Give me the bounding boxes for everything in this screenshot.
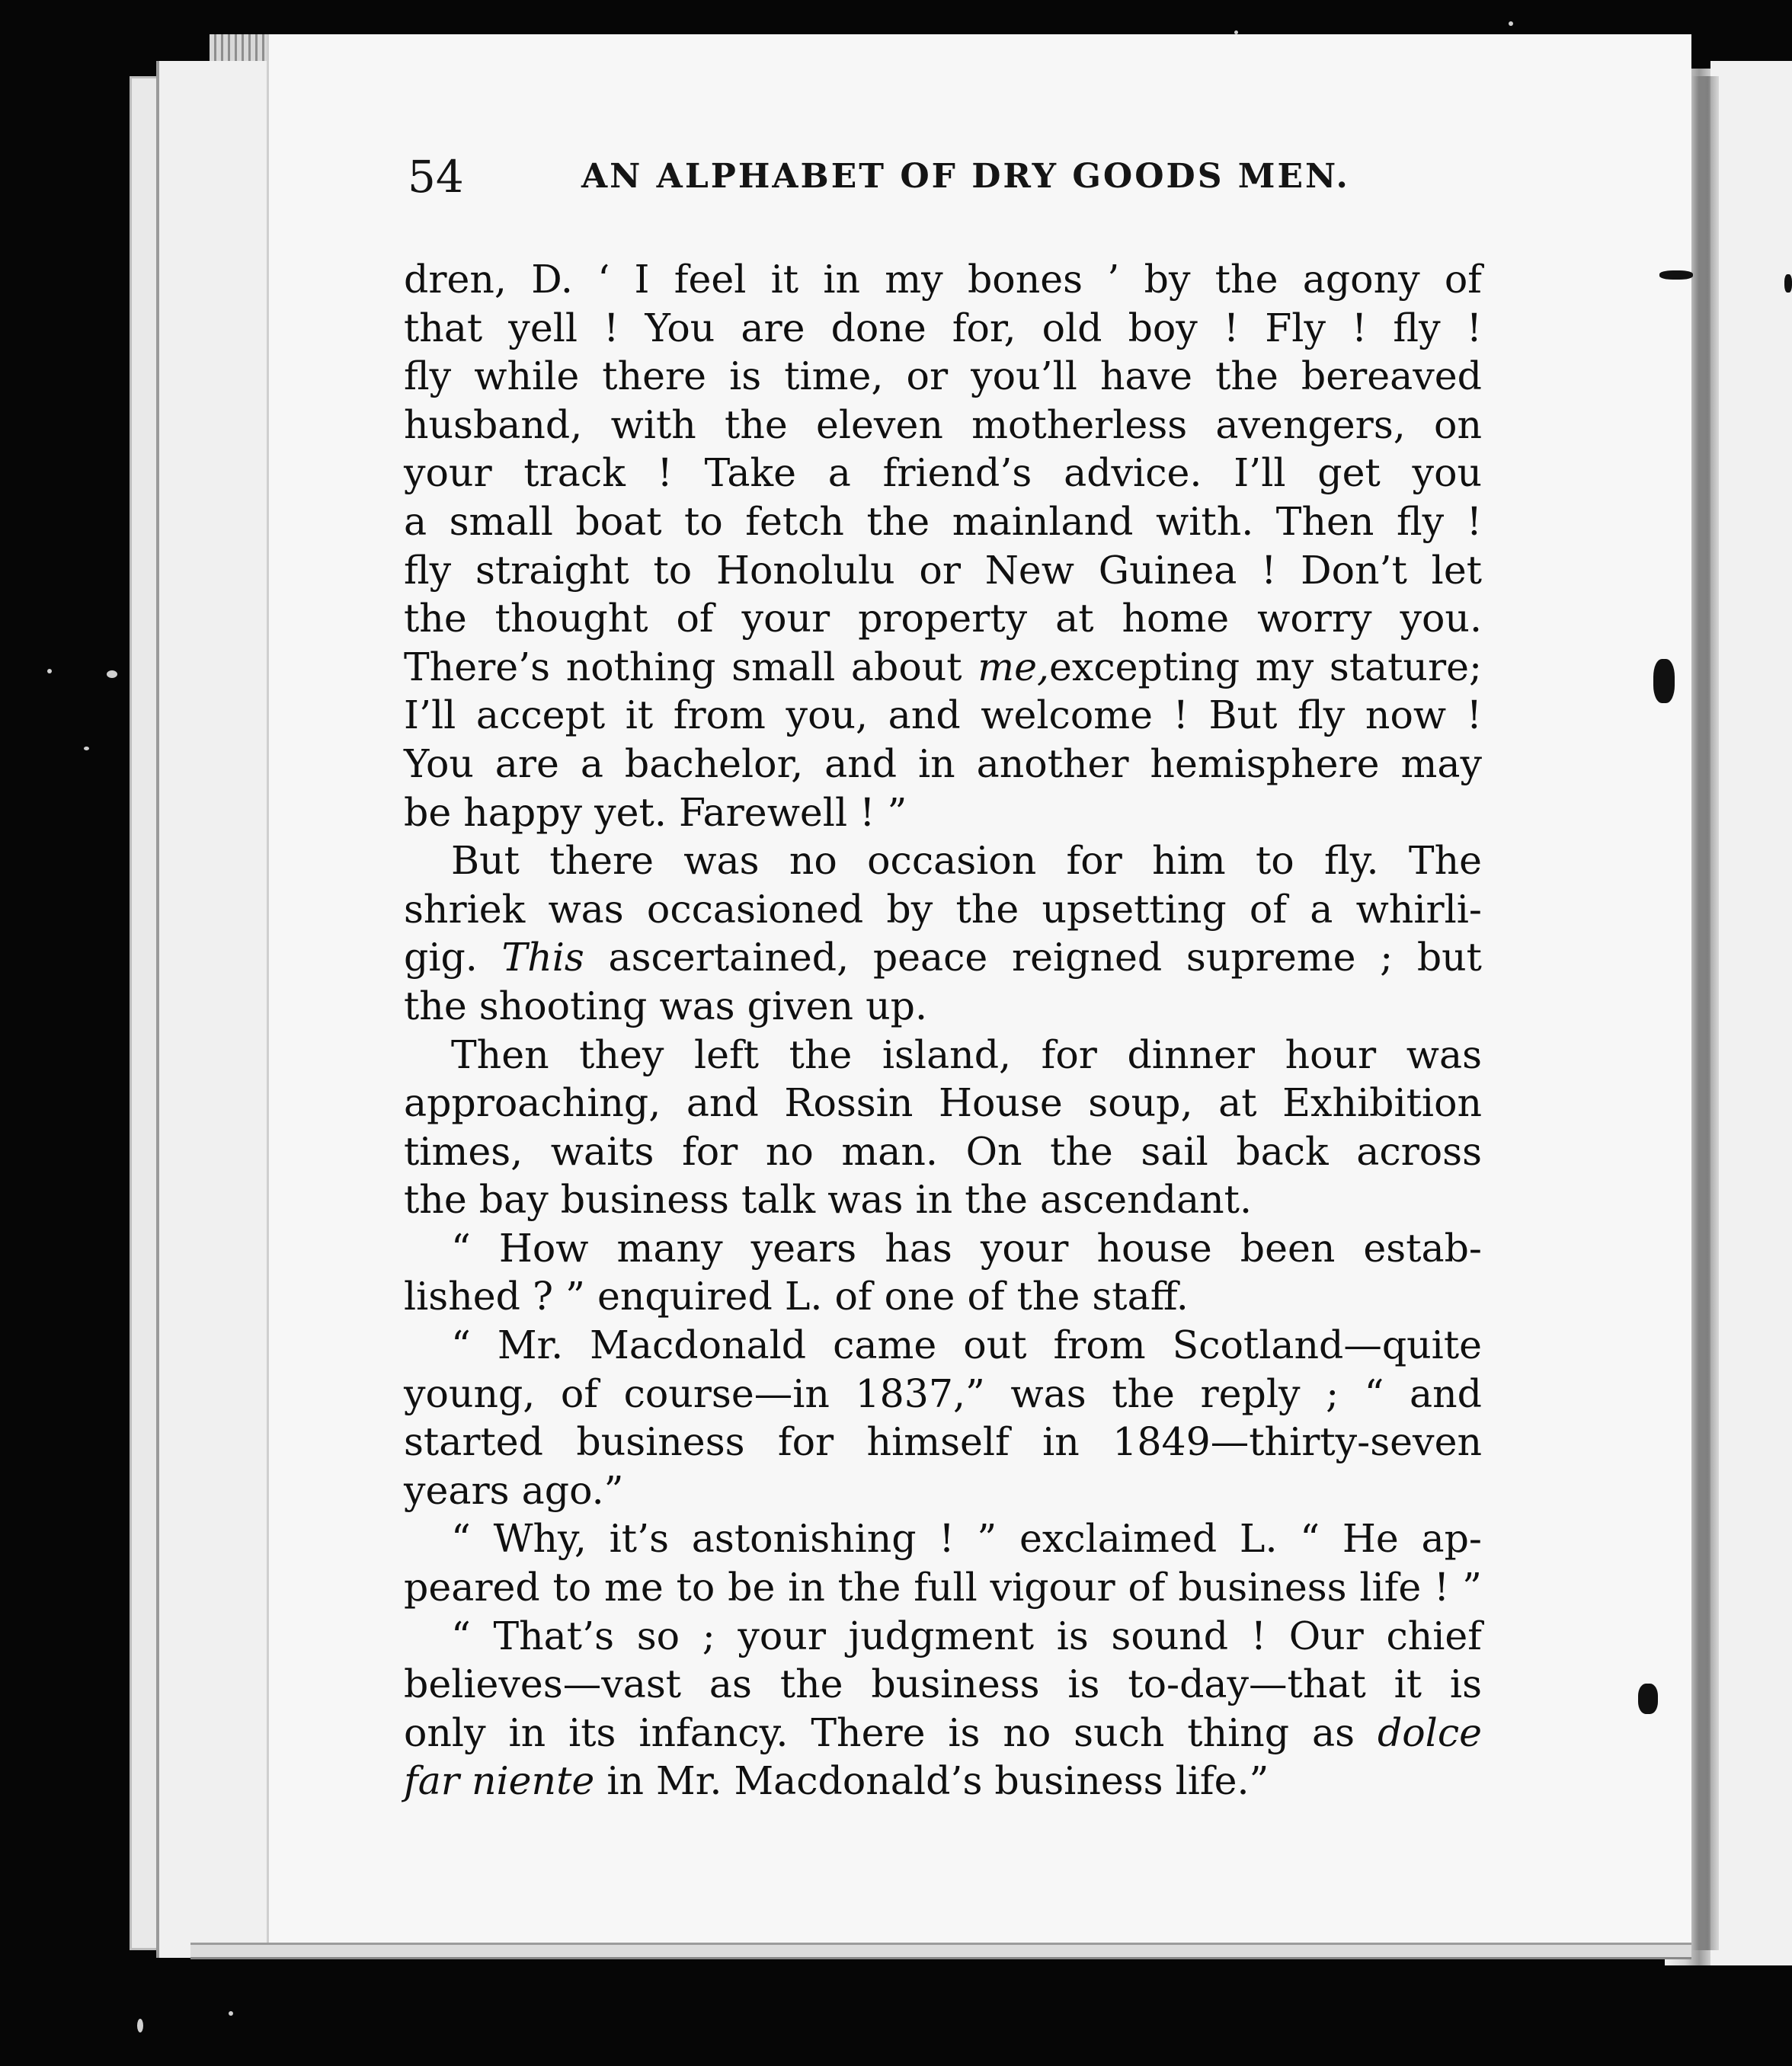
text-line: I’ll accept it from you, and welcome ! But fly now !: [404, 692, 1482, 738]
italic-text: This: [501, 935, 584, 980]
text-line: the bay business talk was in the ascendant.: [404, 1177, 1252, 1223]
binding-mark: [1659, 270, 1693, 280]
dust-speck: [107, 670, 117, 678]
text-line: [404, 1757, 1482, 1805]
text-line: lished ? ” enquired L. of one of the staff.: [404, 1274, 1189, 1319]
text-line: be happy yet. Farewell ! ”: [404, 789, 907, 835]
text-line: started business for himself in 1849—thirty-seven: [404, 1419, 1482, 1465]
text-line: “ How many years has your house been estab-: [451, 1225, 1482, 1271]
text-line: You are a bachelor, and in another hemisphere may: [404, 740, 1482, 786]
dust-speck: [229, 2011, 233, 2016]
text-line: peared to me to be in the full vigour of business life ! ”: [404, 1565, 1482, 1610]
dust-speck: [1234, 30, 1238, 34]
running-title: AN ALPHABET OF DRY GOODS MEN.: [581, 157, 1350, 196]
gutter-shadow: [1691, 76, 1719, 1950]
text-line: Then they left the island, for dinner hour was: [451, 1031, 1482, 1077]
text-segment: There’s nothing small about: [404, 644, 978, 689]
text-line: “ Mr. Macdonald came out from Scotland—quite: [451, 1322, 1482, 1368]
dust-speck: [47, 669, 52, 673]
binding-mark: [1784, 274, 1792, 293]
facing-page-edge: [1710, 61, 1792, 1965]
binding-mark: [1638, 1684, 1658, 1714]
text-line: the thought of your property at home worry you.: [404, 596, 1482, 641]
text-line: “ That’s so ; your judgment is sound ! Our chief: [451, 1613, 1482, 1658]
italic-text: far niente: [404, 1758, 595, 1804]
text-line: dren, D. ‘ I feel it in my bones ’ by the agony of: [404, 257, 1482, 302]
text-line: a small boat to fetch the mainland with. Then fly !: [404, 498, 1482, 544]
dust-speck: [137, 2019, 143, 2032]
dust-speck: [1509, 21, 1513, 26]
text-line: young, of course—in 1837,” was the reply ; “ and: [404, 1370, 1482, 1416]
text-line: [404, 643, 1482, 692]
page-number: 54: [408, 151, 464, 203]
text-line: fly straight to Honolulu or New Guinea ! Don’t let: [404, 547, 1482, 593]
text-line: “ Why, it’s astonishing ! ” exclaimed L. “ He ap-: [451, 1516, 1482, 1562]
text-line: your track ! Take a friend’s advice. I’ll get you: [404, 450, 1482, 496]
italic-text: dolce: [1377, 1709, 1482, 1755]
text-line: times, waits for no man. On the sail back across: [404, 1128, 1482, 1174]
text-segment: ascertained, peace reigned supreme ; but: [584, 935, 1482, 980]
page-bottom-edge: [190, 1943, 1691, 1959]
italic-text: me,: [978, 644, 1050, 689]
text-segment: gig.: [404, 935, 502, 980]
text-line: [404, 1709, 1482, 1757]
text-line: husband, with the eleven motherless avengers, on: [404, 401, 1482, 447]
running-head: [408, 146, 1505, 207]
dust-speck: [84, 747, 89, 750]
body-text: [404, 255, 1482, 1805]
text-line: fly while there is time, or you’ll have the bereaved: [404, 353, 1482, 399]
text-segment: only in its infancy. There is no such thing as: [404, 1709, 1378, 1755]
text-line: the shooting was given up.: [404, 983, 928, 1028]
text-line: But there was no occasion for him to fly. The: [451, 838, 1482, 884]
text-line: that yell ! You are done for, old boy ! Fly ! fly !: [404, 305, 1482, 350]
text-line: approaching, and Rossin House soup, at Exhibition: [404, 1080, 1482, 1126]
text-line: years ago.”: [404, 1467, 624, 1513]
text-segment: excepting my stature;: [1049, 644, 1482, 689]
text-segment: in Mr. Macdonald’s business life.”: [594, 1758, 1269, 1804]
text-line: shriek was occasioned by the upsetting of a whirli-: [404, 886, 1482, 932]
text-line: [404, 933, 1482, 982]
binding-mark: [1653, 659, 1675, 703]
text-line: believes—vast as the business is to-day—that it is: [404, 1661, 1482, 1707]
